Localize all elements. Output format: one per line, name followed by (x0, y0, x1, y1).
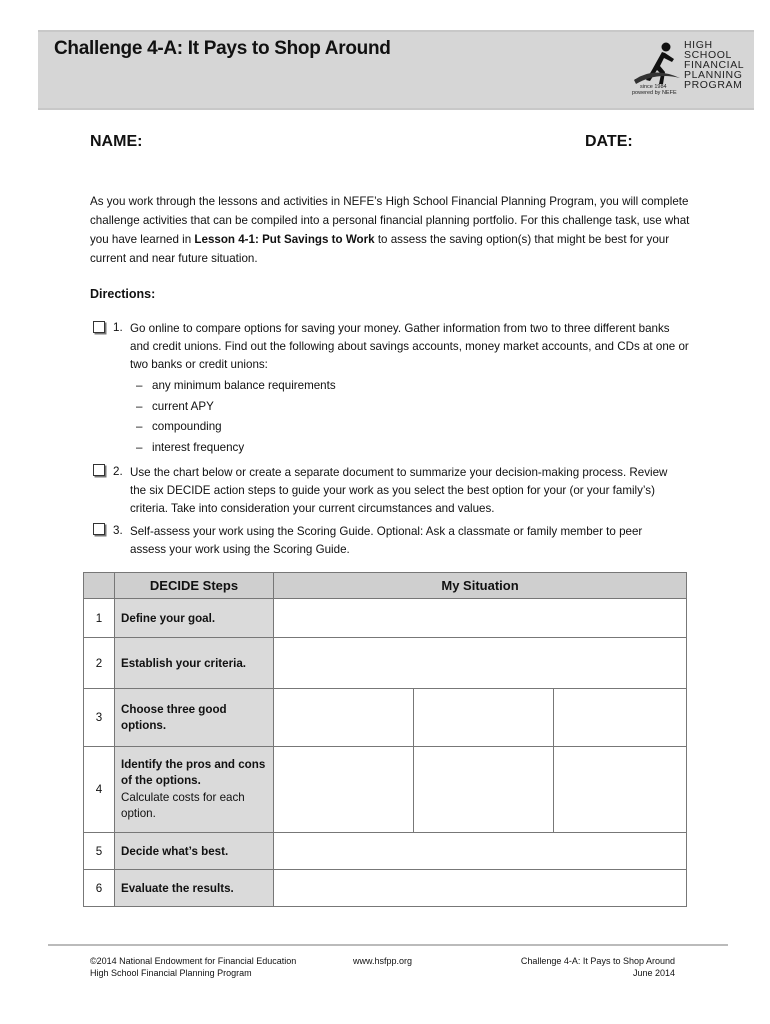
item-number: 1. (113, 321, 123, 334)
dash-icon: – (136, 379, 143, 392)
list-item: – compounding (136, 417, 336, 438)
row-number: 1 (84, 599, 115, 638)
page-title: Challenge 4-A: It Pays to Shop Around (54, 38, 391, 59)
option-1-input[interactable] (274, 689, 414, 747)
footer-left (90, 955, 296, 979)
logo-powered: powered by NEFE (632, 90, 677, 96)
situation-input[interactable] (274, 638, 687, 689)
row-number: 4 (84, 747, 115, 833)
situation-input[interactable] (274, 870, 687, 907)
header-steps: DECIDE Steps (115, 573, 274, 599)
step-label: Evaluate the results. (115, 870, 274, 907)
item-number: 3. (113, 524, 123, 537)
dash-icon: – (136, 420, 143, 433)
direction-item-2: Use the chart below or create a separate document to summarize your decision-making process. Review the six DECIDE action steps to guide your work as you select the best option for your (or your family’s) criteria. Take into consideration your current circumstances and values. (130, 466, 668, 515)
footer-url[interactable]: www.hsfpp.org (353, 956, 413, 966)
intro-text: to assess the saving option(s) that might be best for your current and near future situation. (90, 233, 670, 265)
footer-copyright: ©2014 National Endowment for Financial Education (90, 956, 297, 966)
step-label: Decide what’s best. (115, 833, 274, 870)
table-row (84, 747, 687, 833)
footer-divider (48, 944, 728, 946)
option-2-input[interactable] (414, 747, 554, 833)
logo-wordmark (684, 40, 744, 90)
header-situation: My Situation (274, 573, 687, 599)
decide-table (83, 572, 687, 907)
dash-icon: – (136, 399, 143, 413)
intro-text: As you work through the lessons and activities in NEFE’s High School Financial Planning Program, you will complete challenge activities that can be compiled into a personal financial planning portfolio. For this challenge task, use what you have learned in (90, 195, 690, 246)
footer-right (470, 955, 675, 979)
table-header-row (84, 573, 687, 599)
checkbox-3[interactable] (93, 523, 105, 535)
header-num-cell (84, 573, 115, 599)
step-title: Identify the pros and cons of the options. (121, 757, 266, 787)
option-1-input[interactable] (274, 747, 414, 833)
footer-doc-title: Challenge 4-A: It Pays to Shop Around (520, 956, 675, 966)
direction-item-3: Self-assess your work using the Scoring Guide. Optional: Ask a classmate or family member to peer assess your work using the Scoring Guide. (130, 525, 643, 556)
step-label: Choose three good options. (115, 689, 274, 747)
step-label: Define your goal. (115, 599, 274, 638)
checkbox-1[interactable] (93, 321, 105, 333)
directions-heading: Directions: (90, 287, 156, 301)
footer-doc-date: June 2014 (632, 968, 675, 978)
bullet-list (136, 376, 336, 458)
hsfpp-logo (632, 36, 770, 100)
intro-paragraph (90, 192, 690, 268)
list-item: – any minimum balance requirements (136, 376, 336, 397)
situation-input[interactable] (274, 833, 687, 870)
logo-since: since 1984 (640, 84, 667, 90)
table-row (84, 870, 687, 907)
direction-item-1: Go online to compare options for saving your money. Gather information from two to three different banks and credit unions. Find out the following about savings accounts, money market accounts, and CDs at one or two banks or credit unions: (130, 322, 689, 371)
dash-icon: – (136, 440, 143, 454)
logo-line: FINANCIAL (684, 59, 745, 71)
situation-input[interactable] (274, 599, 687, 638)
logo-line: SCHOOL (684, 49, 732, 61)
table-row (84, 638, 687, 689)
logo-line: PLANNING (684, 69, 743, 81)
step-label (115, 747, 274, 833)
item-number: 2. (113, 465, 123, 478)
intro-lesson-link: Lesson 4-1: Put Savings to Work (194, 233, 375, 246)
table-row (84, 833, 687, 870)
runner-logo-icon (632, 40, 682, 86)
list-item: – current APY (136, 397, 336, 418)
row-number: 5 (84, 833, 115, 870)
list-item: – interest frequency (136, 438, 336, 459)
option-3-input[interactable] (554, 747, 687, 833)
option-3-input[interactable] (554, 689, 687, 747)
row-number: 6 (84, 870, 115, 907)
row-number: 2 (84, 638, 115, 689)
checkbox-2[interactable] (93, 464, 105, 476)
logo-tagline (632, 84, 677, 96)
footer-program: High School Financial Planning Program (90, 968, 252, 978)
step-note: Calculate costs for each option. (121, 790, 245, 820)
table-row (84, 599, 687, 638)
step-label: Establish your criteria. (115, 638, 274, 689)
name-label: NAME: (90, 133, 143, 150)
row-number: 3 (84, 689, 115, 747)
option-2-input[interactable] (414, 689, 554, 747)
logo-line: HIGH (684, 39, 713, 51)
table-row (84, 689, 687, 747)
logo-line: PROGRAM (684, 79, 743, 91)
date-label: DATE: (585, 133, 633, 150)
